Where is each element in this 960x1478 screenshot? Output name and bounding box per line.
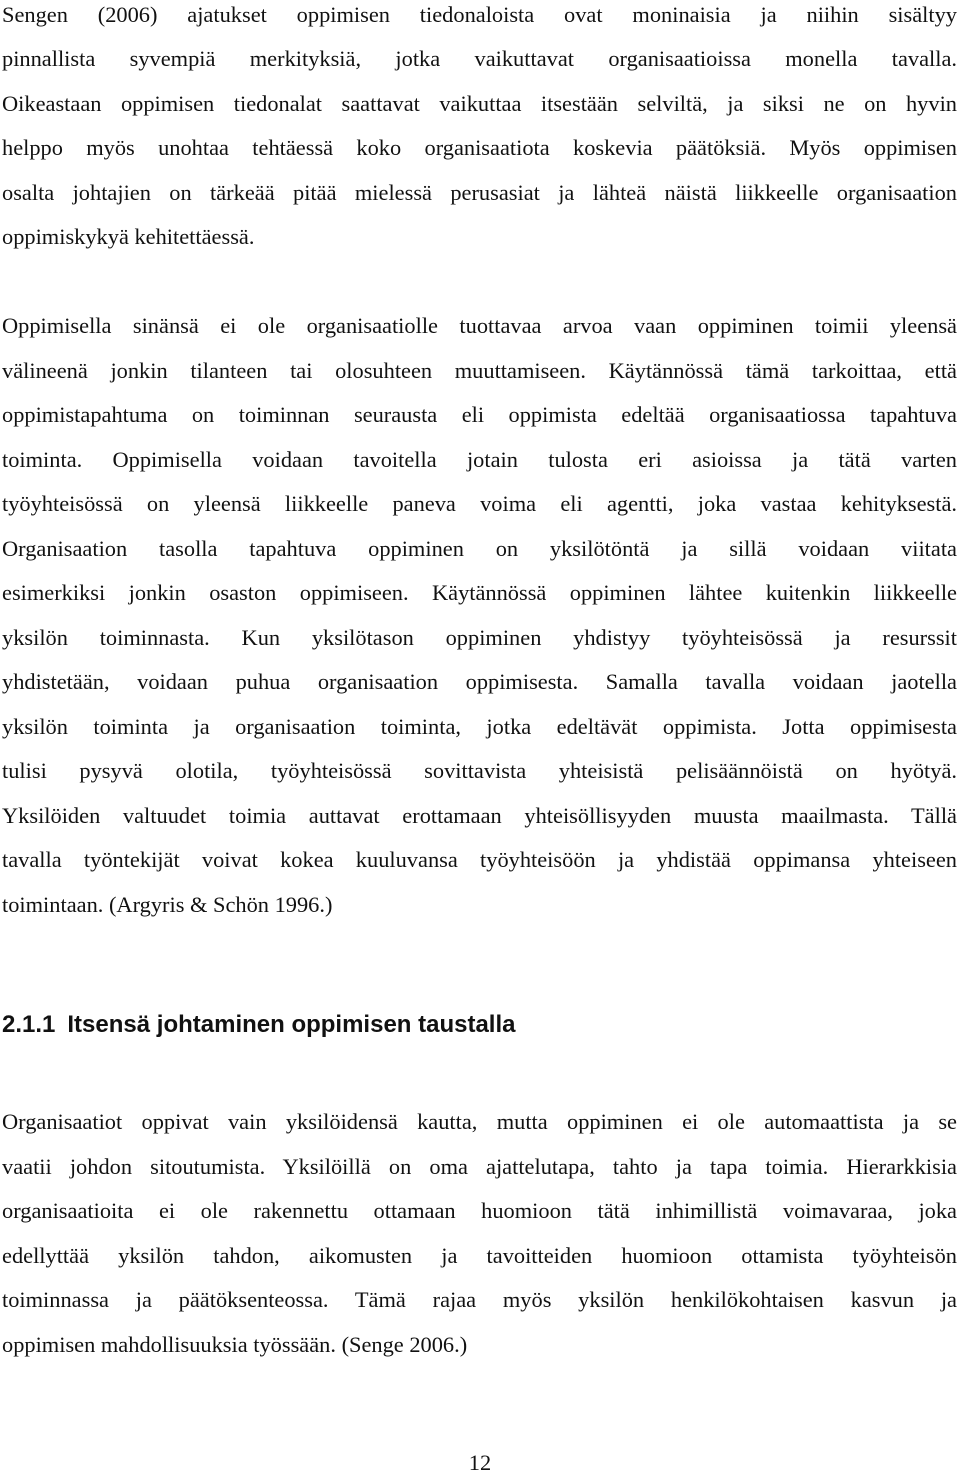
section-heading: [2, 1008, 516, 1042]
text-line: esimerkiksi jonkin osaston oppimiseen. Käytännössä oppiminen lähtee kuitenkin liikkeelle: [2, 580, 957, 605]
text-line: vaatii johdon sitoutumista. Yksilöillä on oma ajattelutapa, tahto ja tapa toimia. Hierarkkisia: [2, 1154, 957, 1179]
text-line: Sengen (2006) ajatukset oppimisen tiedonaloista ovat moninaisia ja niihin sisältyy: [2, 2, 957, 27]
text-line: toimintaan. (Argyris & Schön 1996.): [2, 892, 333, 917]
text-line: yhdistetään, voidaan puhua organisaation oppimisesta. Samalla tavalla voidaan jaotella: [2, 669, 957, 694]
text-line: tulisi pysyvä olotila, työyhteisössä sovittavista yhteisistä pelisäännöistä on hyötyä.: [2, 758, 957, 783]
text-line: helppo myös unohtaa tehtäessä koko organisaatiota koskevia päätöksiä. Myös oppimisen: [2, 135, 957, 160]
text-line: Yksilöiden valtuudet toimia auttavat erottamaan yhteisöllisyyden muusta maailmasta. Tällä: [2, 803, 957, 828]
text-line: yksilön toiminta ja organisaation toiminta, jotka edeltävät oppimista. Jotta oppimisesta: [2, 714, 957, 739]
text-line: pinnallista syvempiä merkityksiä, jotka vaikuttavat organisaatioissa monella tavalla.: [2, 46, 957, 71]
text-line: työyhteisössä on yleensä liikkeelle paneva voima eli agentti, joka vastaa kehityksestä.: [2, 491, 957, 516]
text-line: organisaatioita ei ole rakennettu ottamaan huomioon tätä inhimillistä voimavaraa, joka: [2, 1198, 957, 1223]
text-line: toiminta. Oppimisella voidaan tavoitella jotain tulosta eri asioissa ja tätä varten: [2, 447, 957, 472]
text-line: välineenä jonkin tilanteen tai olosuhteen muuttamiseen. Käytännössä tämä tarkoittaa, että: [2, 358, 957, 383]
text-line: oppimisen mahdollisuuksia työssään. (Senge 2006.): [2, 1332, 468, 1357]
text-line: oppimiskykyä kehitettäessä.: [2, 224, 255, 249]
text-line: yksilön toiminnasta. Kun yksilötason oppiminen yhdistyy työyhteisössä ja resurssit: [2, 625, 957, 650]
page-number: 12: [468, 1450, 492, 1475]
text-line: osalta johtajien on tärkeää pitää mielessä perusasiat ja lähteä näistä liikkeelle organisaation: [2, 180, 957, 205]
text-line: edellyttää yksilön tahdon, aikomusten ja tavoitteiden huomioon ottamista työyhteisön: [2, 1243, 957, 1268]
text-line: Oppimisella sinänsä ei ole organisaatiolle tuottavaa arvoa vaan oppiminen toimii yleensä: [2, 313, 957, 338]
text-line: Organisaation tasolla tapahtuva oppiminen on yksilötöntä ja sillä voidaan viitata: [2, 536, 957, 561]
text-line: tavalla työntekijät voivat kokea kuuluvansa työyhteisöön ja yhdistää oppimansa yhteiseen: [2, 847, 957, 872]
section-title: Itsensä johtaminen oppimisen taustalla: [67, 1011, 516, 1038]
text-line: oppimistapahtuma on toiminnan seurausta eli oppimista edeltää organisaatiossa tapahtuva: [2, 402, 957, 427]
text-line: Organisaatiot oppivat vain yksilöidensä kautta, mutta oppiminen ei ole automaattista ja se: [2, 1109, 957, 1134]
section-number: 2.1.1: [2, 1011, 56, 1038]
text-line: toiminnassa ja päätöksenteossa. Tämä rajaa myös yksilön henkilökohtaisen kasvun ja: [2, 1287, 957, 1312]
text-line: Oikeastaan oppimisen tiedonalat saattavat vaikuttaa itsestään selviltä, ja siksi ne on hyvin: [2, 91, 957, 116]
